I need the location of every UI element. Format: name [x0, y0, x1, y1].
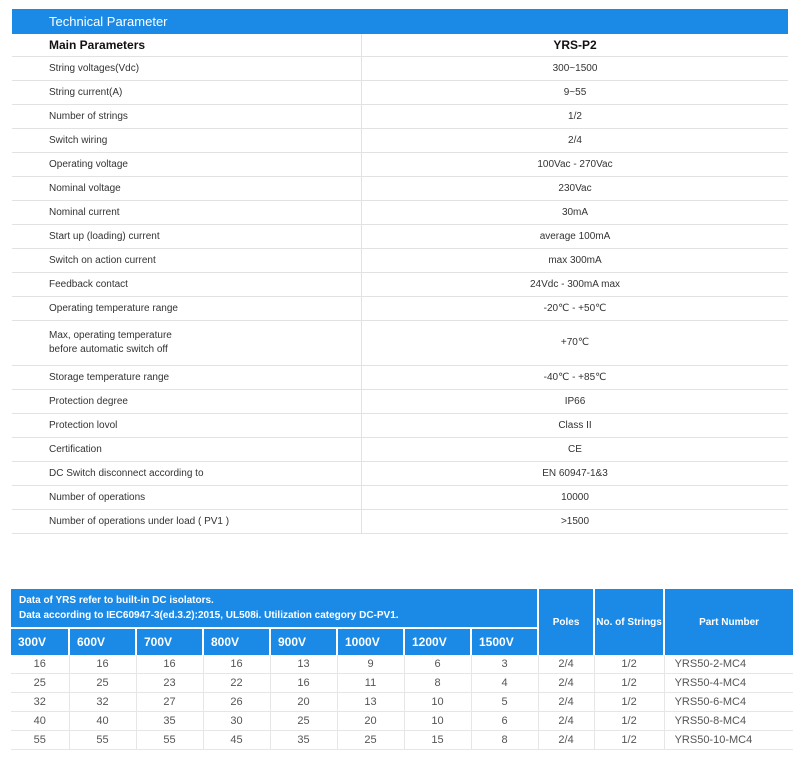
voltage-header: 1200V [404, 628, 471, 655]
parameter-label: Feedback contact [12, 273, 362, 297]
strings-header: No. of Strings [594, 589, 664, 655]
ratings-row [11, 712, 793, 731]
current-cell: 40 [69, 712, 136, 731]
ratings-section [11, 589, 793, 750]
current-cell: 8 [471, 731, 538, 750]
parameter-header-label: Main Parameters [12, 34, 362, 57]
current-cell: 25 [270, 712, 337, 731]
parameter-header-row [12, 34, 788, 57]
parameter-label: Switch on action current [12, 249, 362, 273]
current-cell: 22 [203, 674, 270, 693]
current-cell: 13 [337, 693, 404, 712]
parameter-row [12, 321, 788, 366]
part-number-cell: YRS50-8-MC4 [664, 712, 793, 731]
parameter-row [12, 81, 788, 105]
parameter-row [12, 201, 788, 225]
parameter-row [12, 462, 788, 486]
parameter-label: Max, operating temperature before automatic switch off [12, 321, 362, 366]
current-cell: 6 [471, 712, 538, 731]
technical-parameter-section [12, 9, 788, 534]
parameter-row [12, 390, 788, 414]
parameter-row [12, 153, 788, 177]
parameter-value: 24Vdc - 300mA max [362, 273, 789, 297]
parameter-label: Protection degree [12, 390, 362, 414]
current-cell: 20 [337, 712, 404, 731]
parameter-value: -40℃ - +85℃ [362, 366, 789, 390]
voltage-header: 1500V [471, 628, 538, 655]
parameter-value: >1500 [362, 510, 789, 534]
strings-cell: 1/2 [594, 674, 664, 693]
current-cell: 3 [471, 655, 538, 674]
parameter-label: Nominal voltage [12, 177, 362, 201]
current-cell: 32 [11, 693, 69, 712]
strings-cell: 1/2 [594, 731, 664, 750]
parameter-value: 300~1500 [362, 57, 789, 81]
parameter-label: Switch wiring [12, 129, 362, 153]
parameter-value: 9~55 [362, 81, 789, 105]
parameter-row [12, 510, 788, 534]
parameter-row [12, 438, 788, 462]
parameter-label: Number of operations under load ( PV1 ) [12, 510, 362, 534]
current-cell: 16 [270, 674, 337, 693]
parameter-value: IP66 [362, 390, 789, 414]
current-cell: 10 [404, 712, 471, 731]
parameter-label: String current(A) [12, 81, 362, 105]
voltage-header: 800V [203, 628, 270, 655]
note-line-2: Data according to IEC60947-3(ed.3.2):2015, UL508i. Utilization category DC-PV1. [19, 610, 399, 621]
current-cell: 9 [337, 655, 404, 674]
ratings-table [11, 589, 793, 750]
parameter-label: Start up (loading) current [12, 225, 362, 249]
ratings-row [11, 731, 793, 750]
poles-header: Poles [538, 589, 594, 655]
parameter-value: Class II [362, 414, 789, 438]
current-cell: 6 [404, 655, 471, 674]
parameter-label: Nominal current [12, 201, 362, 225]
current-cell: 35 [270, 731, 337, 750]
current-cell: 40 [11, 712, 69, 731]
parameter-label: DC Switch disconnect according to [12, 462, 362, 486]
strings-cell: 1/2 [594, 655, 664, 674]
current-cell: 55 [69, 731, 136, 750]
note-line-1: Data of YRS refer to built-in DC isolators. [19, 595, 214, 606]
parameter-row [12, 366, 788, 390]
parameter-label: Protection lovol [12, 414, 362, 438]
current-cell: 23 [136, 674, 203, 693]
poles-cell: 2/4 [538, 731, 594, 750]
current-cell: 55 [136, 731, 203, 750]
parameter-row [12, 105, 788, 129]
poles-cell: 2/4 [538, 655, 594, 674]
parameter-row [12, 486, 788, 510]
current-cell: 26 [203, 693, 270, 712]
parameter-value: +70℃ [362, 321, 789, 366]
parameter-value: 230Vac [362, 177, 789, 201]
parameter-row [12, 177, 788, 201]
parameter-value: 100Vac - 270Vac [362, 153, 789, 177]
part-number-cell: YRS50-4-MC4 [664, 674, 793, 693]
parameter-row [12, 297, 788, 321]
part-number-cell: YRS50-10-MC4 [664, 731, 793, 750]
parameter-label: Number of operations [12, 486, 362, 510]
current-cell: 16 [136, 655, 203, 674]
section-title: Technical Parameter [12, 9, 788, 34]
part-number-header: Part Number [664, 589, 793, 655]
current-cell: 32 [69, 693, 136, 712]
parameter-value: 10000 [362, 486, 789, 510]
current-cell: 25 [69, 674, 136, 693]
current-cell: 55 [11, 731, 69, 750]
parameter-value: average 100mA [362, 225, 789, 249]
parameter-value: -20℃ - +50℃ [362, 297, 789, 321]
voltage-header: 300V [11, 628, 69, 655]
parameter-value: 2/4 [362, 129, 789, 153]
parameter-label: Operating temperature range [12, 297, 362, 321]
voltage-header: 700V [136, 628, 203, 655]
poles-cell: 2/4 [538, 693, 594, 712]
current-cell: 4 [471, 674, 538, 693]
parameter-table [12, 34, 788, 534]
voltage-header: 1000V [337, 628, 404, 655]
current-cell: 16 [203, 655, 270, 674]
parameter-row [12, 414, 788, 438]
part-number-cell: YRS50-2-MC4 [664, 655, 793, 674]
current-cell: 25 [11, 674, 69, 693]
current-cell: 8 [404, 674, 471, 693]
strings-cell: 1/2 [594, 712, 664, 731]
parameter-value: max 300mA [362, 249, 789, 273]
ratings-note [11, 589, 538, 628]
parameter-value: EN 60947-1&3 [362, 462, 789, 486]
current-cell: 11 [337, 674, 404, 693]
current-cell: 25 [337, 731, 404, 750]
parameter-label: Number of strings [12, 105, 362, 129]
parameter-row [12, 249, 788, 273]
parameter-header-model: YRS-P2 [362, 34, 789, 57]
parameter-label: String voltages(Vdc) [12, 57, 362, 81]
current-cell: 35 [136, 712, 203, 731]
current-cell: 16 [11, 655, 69, 674]
current-cell: 10 [404, 693, 471, 712]
current-cell: 13 [270, 655, 337, 674]
parameter-row [12, 129, 788, 153]
strings-cell: 1/2 [594, 693, 664, 712]
voltage-header: 900V [270, 628, 337, 655]
poles-cell: 2/4 [538, 674, 594, 693]
voltage-header: 600V [69, 628, 136, 655]
parameter-label: Operating voltage [12, 153, 362, 177]
parameter-label: Storage temperature range [12, 366, 362, 390]
ratings-row [11, 693, 793, 712]
current-cell: 5 [471, 693, 538, 712]
parameter-value: 30mA [362, 201, 789, 225]
parameter-row [12, 273, 788, 297]
ratings-rows [11, 655, 793, 750]
current-cell: 15 [404, 731, 471, 750]
parameter-label: Certification [12, 438, 362, 462]
parameter-value: 1/2 [362, 105, 789, 129]
parameter-rows [12, 57, 788, 534]
current-cell: 27 [136, 693, 203, 712]
current-cell: 45 [203, 731, 270, 750]
current-cell: 30 [203, 712, 270, 731]
ratings-row [11, 674, 793, 693]
current-cell: 16 [69, 655, 136, 674]
ratings-note-row [11, 589, 793, 628]
poles-cell: 2/4 [538, 712, 594, 731]
ratings-row [11, 655, 793, 674]
parameter-value: CE [362, 438, 789, 462]
parameter-row [12, 57, 788, 81]
parameter-row [12, 225, 788, 249]
current-cell: 20 [270, 693, 337, 712]
part-number-cell: YRS50-6-MC4 [664, 693, 793, 712]
